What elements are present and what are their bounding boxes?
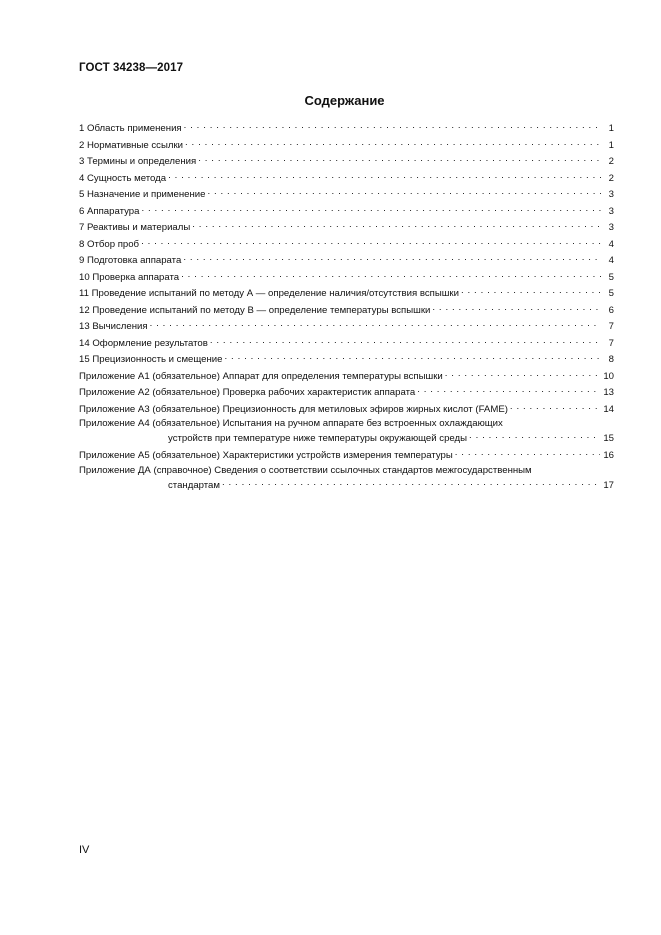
toc-entry[interactable] [79,418,614,445]
toc-entry[interactable] [79,286,614,303]
toc-leader-dots [461,286,601,296]
toc-entry-label: Приложение А1 (обязательное) Аппарат для определения температуры вспышки [79,370,443,382]
toc-entry-label: Приложение А2 (обязательное) Проверка рабочих характеристик аппарата [79,387,416,398]
toc-entry[interactable] [79,187,614,204]
toc-entry[interactable] [79,385,614,402]
toc-entry-label: 9 Подготовка аппарата [79,255,182,266]
toc-entry-page: 15 [603,433,614,444]
toc-entry[interactable] [79,138,614,155]
toc-entry-label: 14 Оформление результатов [79,337,208,349]
toc-entry-page: 4 [608,255,614,266]
toc-entry[interactable] [79,204,614,221]
toc-entry-label: Приложение А5 (обязательное) Характеристики устройств измерения температуры [79,450,453,461]
toc-leader-dots [192,220,601,230]
toc-entry-label: 4 Сущность метода [79,172,167,184]
toc-entry[interactable] [79,154,614,171]
toc-entry-label: 7 Реактивы и материалы [79,222,191,233]
toc-entry[interactable] [79,237,614,254]
toc-entry-page: 4 [608,238,614,250]
toc-entry-page: 3 [608,205,614,217]
toc-entry-label: Приложение ДА (справочное) Сведения о соответствии ссылочных стандартов межгосударственным [79,464,532,476]
toc-leader-dots [432,303,601,313]
toc-leader-dots [455,448,601,458]
toc-entry-page: 5 [608,271,614,283]
toc-entry-page: 3 [608,222,614,233]
toc-entry[interactable] [79,369,614,386]
toc-entry[interactable] [79,121,614,138]
toc-entry-page: 16 [603,450,614,461]
toc-entry-label: 8 Отбор проб [79,238,140,250]
toc-entry[interactable] [79,352,614,369]
toc-entry-label: 3 Термины и определения [79,156,197,167]
toc-entry-page: 2 [608,156,614,167]
standard-header: ГОСТ 34238—2017 [79,62,184,74]
toc-leader-dots [222,478,600,488]
toc-entry-page: 6 [608,304,614,316]
toc-entry-page: 8 [608,354,614,365]
toc-entry[interactable] [79,253,614,270]
toc-entry-page: 17 [603,479,614,491]
toc-entry[interactable] [79,319,614,336]
toc-entry-page: 2 [608,172,614,184]
table-of-contents [79,121,614,495]
page-title: Содержание [304,93,385,108]
toc-leader-dots [207,187,601,197]
toc-entry-continuation [79,478,614,492]
toc-entry[interactable] [79,448,614,465]
toc-entry-label: 11 Проведение испытаний по методу А — определение наличия/отсутствия вспышки [79,288,459,299]
toc-entry-label: 15 Прецизионность и смещение [79,354,223,365]
toc-entry[interactable] [79,402,614,419]
toc-leader-dots [445,369,601,379]
toc-entry-label: 6 Аппаратура [79,205,140,217]
toc-leader-dots [141,204,601,214]
toc-leader-dots [225,352,601,362]
toc-entry-label: 1 Область применения [79,123,182,134]
toc-entry-label: 12 Проведение испытаний по методу В — определение температуры вспышки [79,304,431,316]
toc-leader-dots [181,270,601,280]
toc-entry-continuation [79,431,614,445]
toc-leader-dots [141,237,601,247]
toc-leader-dots [469,431,600,441]
toc-entry-page: 1 [608,139,614,151]
toc-entry-label-cont: устройств при температуре ниже температуры окружающей среды [168,433,468,444]
toc-entry-page: 7 [608,337,614,349]
toc-entry-page: 1 [608,123,614,134]
toc-entry-label: 5 Назначение и применение [79,189,206,200]
toc-leader-dots [150,319,601,329]
toc-leader-dots [510,402,600,412]
toc-entry[interactable] [79,171,614,188]
toc-entry[interactable] [79,270,614,287]
toc-entry-page: 14 [603,403,614,415]
toc-leader-dots [183,253,601,263]
toc-leader-dots [168,171,601,181]
toc-entry-label: 10 Проверка аппарата [79,271,180,283]
toc-entry[interactable] [79,220,614,237]
toc-entry[interactable] [79,465,614,492]
toc-entry-label-cont: стандартам [168,479,220,491]
toc-entry-label: 13 Вычисления [79,321,148,332]
toc-entry[interactable] [79,336,614,353]
toc-entry-page: 10 [603,370,614,382]
toc-entry-label: Приложение А4 (обязательное) Испытания на ручном аппарате без встроенных охлаждающих [79,418,503,429]
toc-entry-page: 5 [608,288,614,299]
toc-entry-page: 13 [603,387,614,398]
toc-leader-dots [184,121,601,131]
toc-entry-page: 7 [608,321,614,332]
toc-leader-dots [185,138,601,148]
toc-entry-page: 3 [608,189,614,200]
toc-entry-label: 2 Нормативные ссылки [79,139,184,151]
toc-leader-dots [198,154,601,164]
toc-entry[interactable] [79,303,614,320]
toc-leader-dots [417,385,600,395]
page-number: IV [79,844,90,856]
toc-leader-dots [210,336,601,346]
toc-entry-label: Приложение А3 (обязательное) Прецизионность для метиловых эфиров жирных кислот (FAME) [79,403,508,415]
